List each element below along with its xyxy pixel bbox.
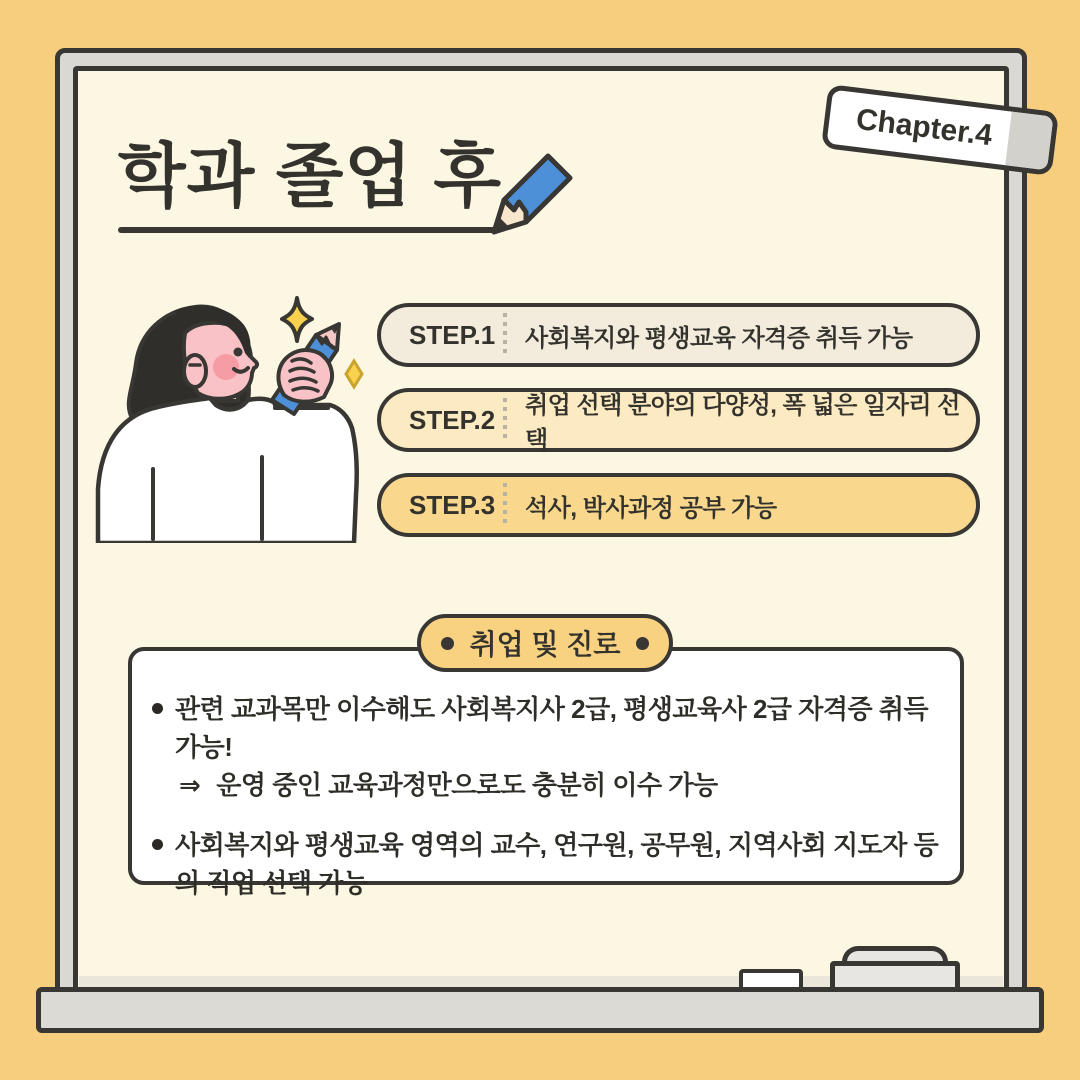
student-illustration bbox=[78, 293, 370, 543]
step-3-text: 석사, 박사과정 공부 가능 bbox=[525, 494, 777, 522]
title-underline bbox=[118, 227, 500, 233]
list-item bbox=[152, 690, 942, 804]
step-2-text: 취업 선택 분야의 다양성, 폭 넓은 일자리 선택 bbox=[524, 392, 960, 454]
career-item-subline bbox=[179, 766, 942, 804]
step-3-label: STEP.3 bbox=[409, 489, 496, 520]
step-2-label: STEP.2 bbox=[409, 404, 496, 435]
arrow-right-icon: ⇒ bbox=[179, 770, 201, 800]
career-item-text: 사회복지와 평생교육 영역의 교수, 연구원, 공무원, 지역사회 지도자 등의 직업 선택 가능 bbox=[175, 830, 939, 898]
career-sub-text: 운영 중인 교육과정만으로도 충분히 이수 가능 bbox=[216, 770, 718, 800]
list-item bbox=[152, 826, 942, 902]
dotted-divider bbox=[503, 483, 507, 527]
career-heading: 취업 및 진로 bbox=[469, 629, 621, 660]
step-1-pill bbox=[377, 303, 980, 367]
step-1-text: 사회복지와 평생교육 자격증 취득 가능 bbox=[525, 324, 913, 352]
whiteboard-tray bbox=[36, 987, 1044, 1033]
bullet-dot-icon bbox=[152, 703, 163, 714]
chapter-badge-label: Chapter.4 bbox=[854, 102, 995, 153]
dotted-divider bbox=[503, 398, 507, 442]
step-3-pill bbox=[377, 473, 980, 537]
bullet-dot-icon bbox=[636, 637, 649, 650]
career-heading-pill bbox=[417, 614, 673, 672]
page-title: 학과 졸업 후 bbox=[118, 137, 502, 215]
bullet-dot-icon bbox=[441, 637, 454, 650]
sparkle-small-icon bbox=[346, 361, 362, 387]
step-1-label: STEP.1 bbox=[409, 319, 496, 350]
career-item-text bbox=[175, 690, 942, 804]
step-2-pill bbox=[377, 388, 980, 452]
sparkle-icon bbox=[282, 298, 312, 341]
pencil-icon bbox=[486, 146, 580, 244]
career-item-line: 관련 교과목만 이수해도 사회복지사 2급, 평생교육사 2급 자격증 취득 가능! bbox=[175, 694, 929, 762]
bullet-dot-icon bbox=[152, 839, 163, 850]
dotted-divider bbox=[503, 313, 507, 357]
career-content bbox=[152, 690, 942, 902]
